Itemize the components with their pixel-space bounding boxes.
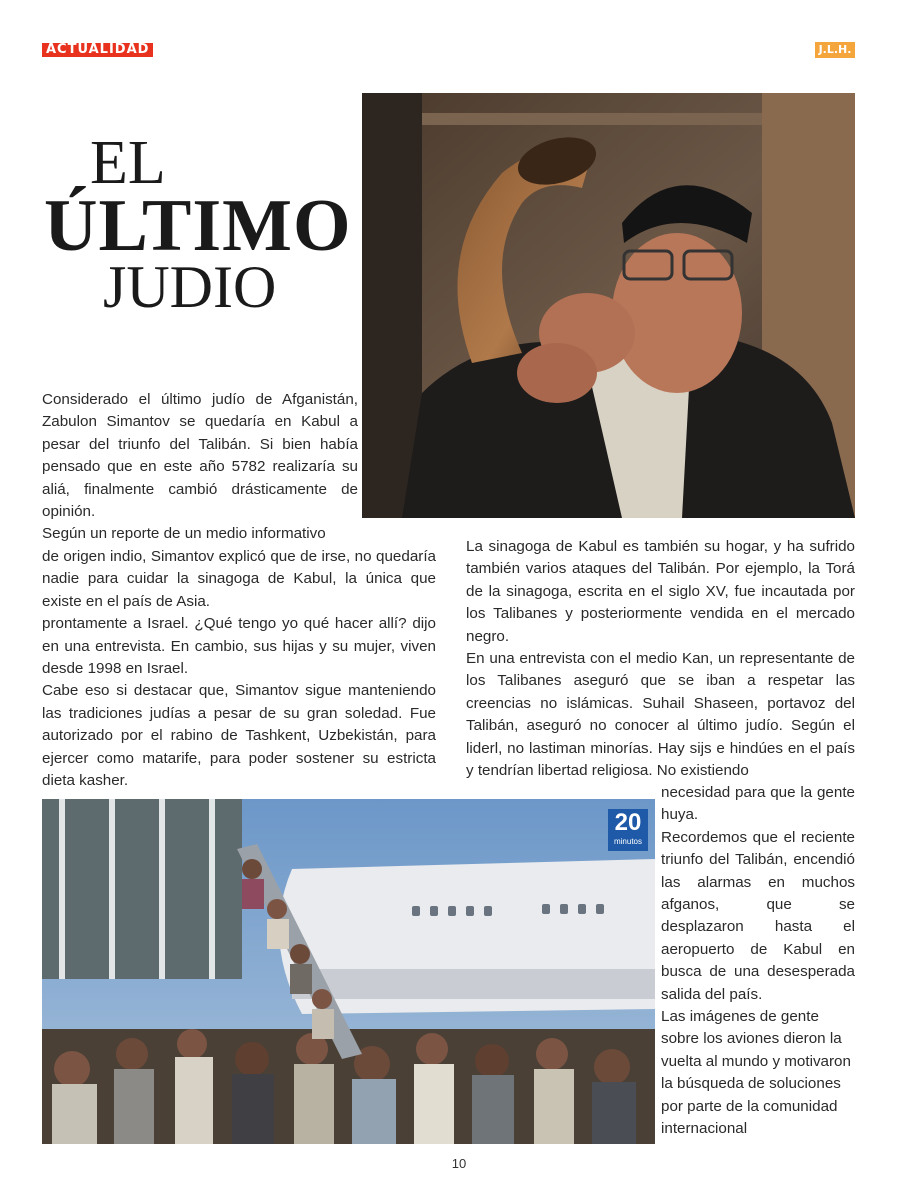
page-number: 10 (451, 1156, 467, 1171)
shofar-photo-image (362, 93, 855, 518)
paragraph: Según un reporte de un medio informativo (42, 525, 326, 543)
logo-text: minutos (613, 837, 642, 846)
column-1-continued (42, 546, 436, 792)
paragraph: Recordemos que el reciente triunfo del Talibán, encendió las alarmas en muchos afganos, que se desplazaron hasta el aeropuerto de Kabul en busca de una desesperada salida del país. (661, 828, 855, 1003)
paragraph: En una entrevista con el medio Kan, un representante de los Talibanes aseguró que se iban a respetar las creencias no islámicas. Suhail Shaseen, portavoz del Talibán, aseguró no conocer al último judío. Según el liderl, no lastiman minorías. Hay sijs e hindúes en el país y tendrían libertad religiosa. No existiendo (466, 650, 855, 780)
paragraph: Considerado el último judío de Afganistán, Zabulon Simantov se quedaría en Kabul a pesar del triunfo del Talibán. Si bien había pensado que en este año 5782 realizaría su aliá, finalmente cambió drásticamente de opinión. (42, 391, 358, 521)
column-2 (466, 536, 855, 782)
logo-number: 20 (614, 809, 642, 836)
kabul-airport-photo (42, 799, 655, 1144)
paragraph: de origen indio, Simantov explicó que de irse, no quedaría nadie para cuidar la sinagoga de Kabul, la única que existe en el país de Asia. (42, 548, 436, 610)
title-line-1: EL (90, 129, 166, 197)
shofar-photo (362, 93, 855, 518)
title-line-3: JUDIO (103, 254, 277, 320)
section-label: ACTUALIDAD (42, 43, 153, 57)
author-badge: J.L.H. (815, 42, 855, 58)
paragraph: prontamente a Israel. ¿Qué tengo yo qué hacer allí? dijo en una entrevista. En cambio, sus hijas y su mujer, viven desde 1998 en Israel. (42, 615, 436, 678)
paragraph: Cabe eso si destacar que, Simantov sigue manteniendo las tradiciones judías a pesar de su gran soledad. Fue autorizado por el rabino de Tashkent, Uzbekistán, para ejercer como matarife, para poder sostener su estricta dieta kasher. (42, 682, 436, 790)
paragraph: necesidad para que la gente huya. (661, 784, 855, 824)
paragraph: La sinagoga de Kabul es también su hogar, y ha sufrido también varios ataques del Talibán. Por ejemplo, la Torá de la sinagoga, escrita en el siglo XV, fue incautada por los Talibanes y posteriormente vendida en el mercado negro. (466, 538, 855, 645)
airport-crowd-image (42, 799, 655, 1144)
column-1 (42, 389, 358, 546)
title-line-2: ÚLTIMO (44, 185, 352, 267)
paragraph: Las imágenes de gente sobre los aviones dieron la vuelta al mundo y motivaron la búsqueda de soluciones por parte de la comunidad internacional (661, 1008, 851, 1138)
column-3 (661, 782, 855, 1141)
